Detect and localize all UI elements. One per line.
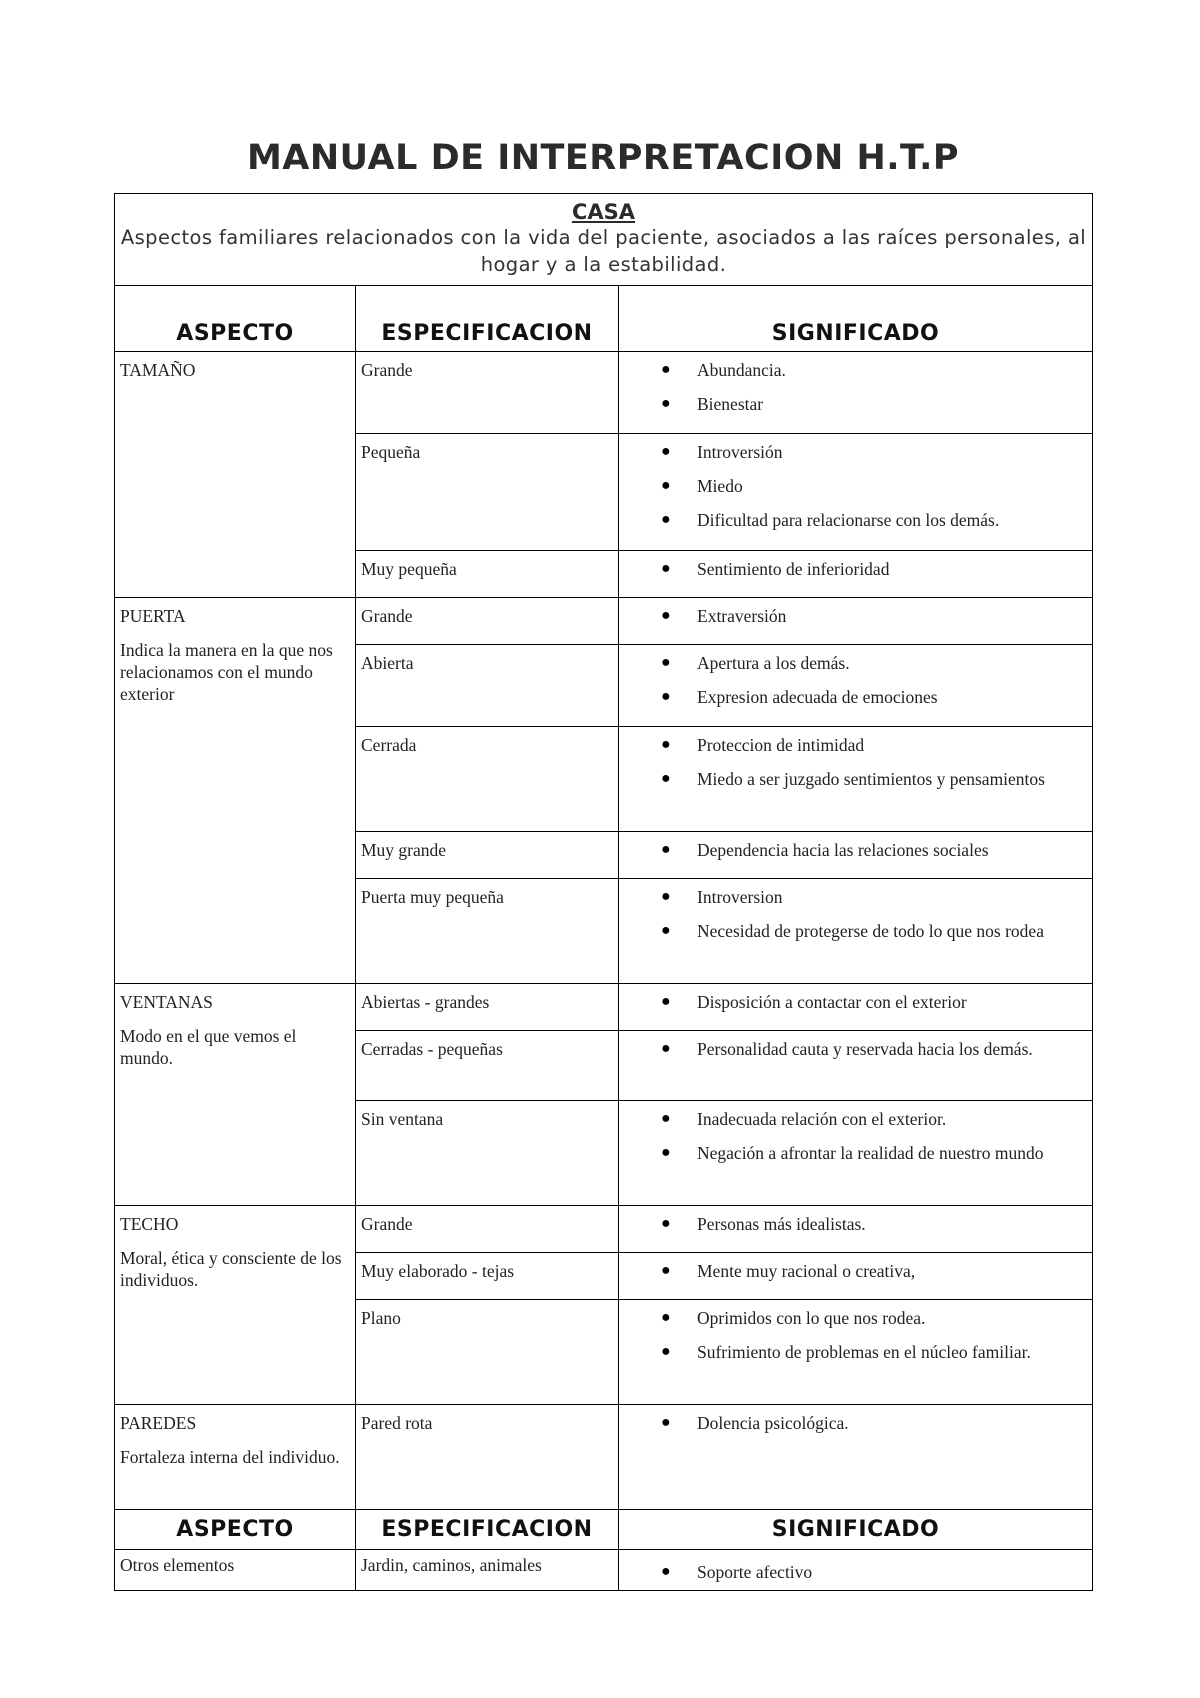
meaning-list <box>619 734 1087 791</box>
column-header-row-repeat <box>115 1510 1093 1550</box>
aspect-cell-content <box>115 984 355 1073</box>
meaning-item <box>619 920 1087 943</box>
meaning-cell-content <box>619 1031 1092 1076</box>
specification-cell <box>356 1405 619 1510</box>
meaning-item <box>619 1108 1087 1131</box>
meaning-text: Necesidad de protegerse de todo lo que nos rodea <box>697 921 1044 941</box>
meaning-cell <box>619 1300 1093 1405</box>
column-header-significado: SIGNIFICADO <box>619 286 1093 352</box>
meaning-list <box>619 359 1087 416</box>
meaning-text: Oprimidos con lo que nos rodea. <box>697 1308 926 1328</box>
meaning-cell <box>619 832 1093 879</box>
meaning-item <box>619 839 1087 862</box>
bullet-icon: ● <box>661 1215 671 1232</box>
meaning-cell-content <box>619 1253 1092 1298</box>
specification-cell <box>356 1550 619 1591</box>
meaning-cell <box>619 879 1093 984</box>
meaning-item <box>619 475 1087 498</box>
table-row <box>115 352 1093 434</box>
aspect-cell-content <box>115 1405 355 1472</box>
bullet-icon: ● <box>661 1262 671 1279</box>
interpretation-table <box>114 193 1093 1591</box>
meaning-cell <box>619 1405 1093 1510</box>
column-header-especificacion: ESPECIFICACION <box>356 286 619 352</box>
specification-cell <box>356 832 619 879</box>
meaning-cell-content <box>619 1206 1092 1251</box>
meaning-text: Sentimiento de inferioridad <box>697 559 890 579</box>
aspect-cell <box>115 984 356 1206</box>
meaning-text: Personas más idealistas. <box>697 1214 866 1234</box>
aspect-name: TECHO <box>120 1214 179 1234</box>
meaning-item <box>619 1341 1087 1364</box>
meaning-list <box>619 1213 1087 1236</box>
meaning-item <box>619 652 1087 675</box>
specification-text: Grande <box>361 1214 413 1234</box>
bullet-icon: ● <box>661 1110 671 1127</box>
aspect-name: Otros elementos <box>120 1555 235 1575</box>
column-header-aspecto: ASPECTO <box>115 286 356 352</box>
table-row <box>115 1206 1093 1253</box>
meaning-text: Abundancia. <box>697 360 786 380</box>
aspect-cell-content <box>115 598 355 709</box>
meaning-text: Apertura a los demás. <box>697 653 850 673</box>
specification-text: Sin ventana <box>361 1109 444 1129</box>
meaning-cell-content <box>619 352 1092 431</box>
table-row-otros <box>115 1550 1093 1591</box>
meaning-item <box>619 1412 1087 1435</box>
meaning-cell-content <box>619 984 1092 1029</box>
bullet-icon: ● <box>661 1563 671 1580</box>
meaning-item <box>619 686 1087 709</box>
meaning-text: Disposición a contactar con el exterior <box>697 992 967 1012</box>
meaning-cell <box>619 1550 1093 1591</box>
specification-text: Cerradas - pequeñas <box>361 1039 503 1059</box>
meaning-item <box>619 768 1087 791</box>
bullet-icon: ● <box>661 888 671 905</box>
bullet-icon: ● <box>661 1414 671 1431</box>
meaning-item <box>619 1307 1087 1330</box>
meaning-text: Proteccion de intimidad <box>697 735 865 755</box>
column-header-aspecto: ASPECTO <box>115 1510 356 1550</box>
meaning-item <box>619 734 1087 757</box>
meaning-cell <box>619 1206 1093 1253</box>
specification-text: Muy elaborado - tejas <box>361 1261 515 1281</box>
specification-text: Muy pequeña <box>361 559 457 579</box>
meaning-cell <box>619 352 1093 434</box>
column-header-row <box>115 286 1093 352</box>
bullet-icon: ● <box>661 654 671 671</box>
specification-cell <box>356 598 619 645</box>
meaning-text: Personalidad cauta y reservada hacia los demás. <box>697 1039 1033 1059</box>
meaning-item <box>619 393 1087 416</box>
meaning-list <box>619 1108 1087 1165</box>
meaning-text: Mente muy racional o creativa, <box>697 1261 916 1281</box>
meaning-text: Inadecuada relación con el exterior. <box>697 1109 947 1129</box>
specification-cell <box>356 434 619 551</box>
meaning-cell-content <box>619 832 1092 877</box>
section-description: Aspectos familiares relacionados con la vida del paciente, asociados a las raíces personales, al hogar y a la estabilidad. <box>120 226 1087 276</box>
specification-cell <box>356 352 619 434</box>
meaning-item <box>619 991 1087 1014</box>
meaning-text: Dificultad para relacionarse con los demás. <box>697 510 1000 530</box>
meaning-text: Negación a afrontar la realidad de nuestro mundo <box>697 1143 1044 1163</box>
specification-cell <box>356 879 619 984</box>
specification-text: Puerta muy pequeña <box>361 887 504 907</box>
meaning-item <box>619 509 1087 532</box>
meaning-text: Miedo <box>697 476 743 496</box>
aspect-name: VENTANAS <box>120 992 213 1012</box>
meaning-list <box>619 441 1087 532</box>
meaning-list <box>619 652 1087 709</box>
column-header-significado: SIGNIFICADO <box>619 1510 1093 1550</box>
bullet-icon: ● <box>661 560 671 577</box>
meaning-cell <box>619 984 1093 1031</box>
meaning-list <box>619 839 1087 862</box>
meaning-cell-content <box>619 879 1092 958</box>
meaning-item <box>619 1260 1087 1283</box>
bullet-icon: ● <box>661 395 671 412</box>
aspect-name: TAMAÑO <box>120 360 196 380</box>
aspect-name: PUERTA <box>120 606 186 626</box>
meaning-cell-content <box>619 434 1092 547</box>
bullet-icon: ● <box>661 477 671 494</box>
meaning-cell-content <box>619 551 1092 596</box>
meaning-item <box>619 441 1087 464</box>
meaning-cell-content <box>619 1101 1092 1180</box>
meaning-item <box>619 558 1087 581</box>
meaning-item <box>619 605 1087 628</box>
section-title: CASA <box>571 200 636 224</box>
meaning-item <box>619 1038 1087 1061</box>
table-row <box>115 598 1093 645</box>
meaning-list <box>619 1561 1087 1584</box>
meaning-cell <box>619 1031 1093 1101</box>
meaning-item <box>619 886 1087 909</box>
aspect-cell-content <box>115 1206 355 1295</box>
table-row <box>115 984 1093 1031</box>
meaning-list <box>619 605 1087 628</box>
page-title: MANUAL DE INTERPRETACION H.T.P <box>246 138 960 178</box>
aspect-cell <box>115 352 356 598</box>
specification-text: Jardin, caminos, animales <box>361 1555 542 1575</box>
bullet-icon: ● <box>661 736 671 753</box>
specification-text: Abierta <box>361 653 414 673</box>
specification-cell <box>356 551 619 598</box>
meaning-cell <box>619 1101 1093 1206</box>
bullet-icon: ● <box>661 993 671 1010</box>
meaning-cell <box>619 434 1093 551</box>
meaning-cell-content <box>619 645 1092 724</box>
specification-cell <box>356 1300 619 1405</box>
aspect-description: Fortaleza interna del individuo. <box>120 1447 340 1467</box>
meaning-list <box>619 558 1087 581</box>
meaning-text: Introversión <box>697 442 783 462</box>
section-header-cell <box>115 194 1093 286</box>
bullet-icon: ● <box>661 607 671 624</box>
meaning-list <box>619 886 1087 943</box>
meaning-cell-content <box>619 1405 1092 1450</box>
meaning-cell <box>619 645 1093 727</box>
meaning-text: Dolencia psicológica. <box>697 1413 849 1433</box>
column-header-especificacion: ESPECIFICACION <box>356 1510 619 1550</box>
aspect-cell-content <box>115 352 355 385</box>
meaning-text: Expresion adecuada de emociones <box>697 687 938 707</box>
section-header-row <box>115 194 1093 286</box>
specification-text: Pequeña <box>361 442 421 462</box>
aspect-cell <box>115 1405 356 1510</box>
specification-text: Cerrada <box>361 735 417 755</box>
meaning-text: Extraversión <box>697 606 787 626</box>
aspect-description: Moral, ética y consciente de los individuos. <box>120 1248 342 1290</box>
aspect-cell <box>115 1206 356 1405</box>
specification-cell <box>356 645 619 727</box>
specification-text: Grande <box>361 606 413 626</box>
bullet-icon: ● <box>661 1144 671 1161</box>
specification-cell <box>356 1253 619 1300</box>
specification-cell <box>356 1101 619 1206</box>
specification-text: Muy grande <box>361 840 447 860</box>
meaning-text: Miedo a ser juzgado sentimientos y pensamientos <box>697 769 1045 789</box>
specification-text: Plano <box>361 1308 401 1328</box>
specification-cell <box>356 1031 619 1101</box>
bullet-icon: ● <box>661 841 671 858</box>
aspect-description: Modo en el que vemos el mundo. <box>120 1026 297 1068</box>
aspect-description: Indica la manera en la que nos relacionamos con el mundo exterior <box>120 640 333 704</box>
aspect-cell <box>115 598 356 984</box>
bullet-icon: ● <box>661 770 671 787</box>
bullet-icon: ● <box>661 688 671 705</box>
specification-cell <box>356 1206 619 1253</box>
meaning-cell-content <box>619 598 1092 643</box>
meaning-list <box>619 1260 1087 1283</box>
meaning-cell <box>619 727 1093 832</box>
meaning-cell <box>619 551 1093 598</box>
bullet-icon: ● <box>661 1343 671 1360</box>
meaning-cell <box>619 1253 1093 1300</box>
specification-text: Pared rota <box>361 1413 433 1433</box>
meaning-item <box>619 1142 1087 1165</box>
meaning-text: Dependencia hacia las relaciones sociales <box>697 840 989 860</box>
meaning-item <box>619 1561 1087 1584</box>
bullet-icon: ● <box>661 511 671 528</box>
specification-cell <box>356 984 619 1031</box>
meaning-cell-content <box>619 1300 1092 1379</box>
meaning-item <box>619 359 1087 382</box>
specification-text: Abiertas - grandes <box>361 992 490 1012</box>
meaning-list <box>619 1038 1087 1061</box>
bullet-icon: ● <box>661 1309 671 1326</box>
meaning-list <box>619 1307 1087 1364</box>
meaning-text: Soporte afectivo <box>697 1562 813 1582</box>
aspect-name: PAREDES <box>120 1413 197 1433</box>
bullet-icon: ● <box>661 443 671 460</box>
meaning-list <box>619 991 1087 1014</box>
table-row <box>115 1405 1093 1510</box>
specification-cell <box>356 727 619 832</box>
meaning-item <box>619 1213 1087 1236</box>
bullet-icon: ● <box>661 922 671 939</box>
bullet-icon: ● <box>661 361 671 378</box>
meaning-list <box>619 1412 1087 1435</box>
meaning-cell-content <box>619 1550 1092 1590</box>
specification-text: Grande <box>361 360 413 380</box>
aspect-cell <box>115 1550 356 1591</box>
meaning-text: Sufrimiento de problemas en el núcleo familiar. <box>697 1342 1031 1362</box>
meaning-cell <box>619 598 1093 645</box>
bullet-icon: ● <box>661 1040 671 1057</box>
meaning-cell-content <box>619 727 1092 806</box>
meaning-text: Introversion <box>697 887 783 907</box>
meaning-text: Bienestar <box>697 394 764 414</box>
